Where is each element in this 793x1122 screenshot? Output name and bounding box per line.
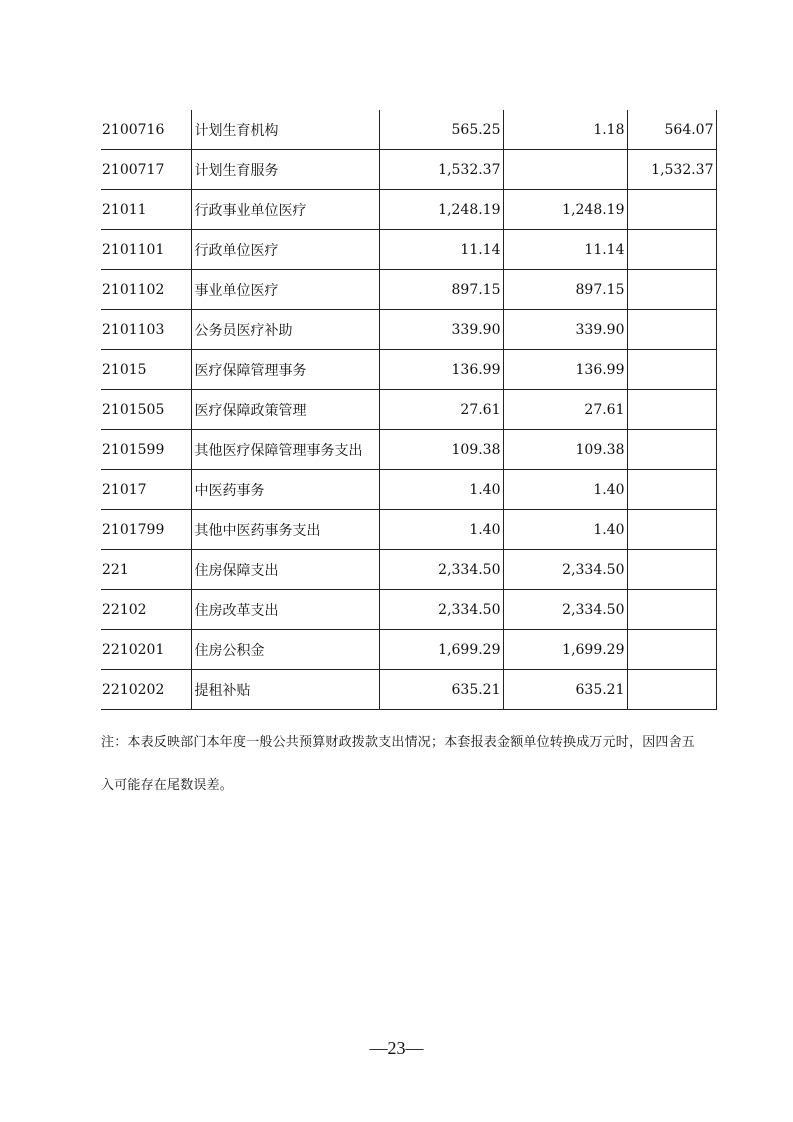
cell-total: 27.61 [379, 390, 503, 430]
cell-code: 2210202 [101, 670, 191, 710]
cell-total: 2,334.50 [379, 550, 503, 590]
cell-total: 1,532.37 [379, 150, 503, 190]
cell-basic [503, 150, 627, 190]
table-row [101, 310, 716, 350]
cell-total: 2,334.50 [379, 590, 503, 630]
cell-basic: 136.99 [503, 350, 627, 390]
cell-project [627, 470, 716, 510]
cell-total: 565.25 [379, 110, 503, 150]
table-row [101, 470, 716, 510]
cell-total: 136.99 [379, 350, 503, 390]
cell-project [627, 630, 716, 670]
cell-total: 1.40 [379, 510, 503, 550]
cell-name: 计划生育机构 [191, 110, 379, 150]
cell-basic: 2,334.50 [503, 550, 627, 590]
cell-project: 564.07 [627, 110, 716, 150]
cell-code: 2101599 [101, 430, 191, 470]
table-row [101, 110, 716, 150]
cell-total: 897.15 [379, 270, 503, 310]
cell-total: 1.40 [379, 470, 503, 510]
cell-name: 其他中医药事务支出 [191, 510, 379, 550]
cell-name: 住房保障支出 [191, 550, 379, 590]
cell-basic: 27.61 [503, 390, 627, 430]
table-row [101, 670, 716, 710]
cell-project [627, 390, 716, 430]
cell-project [627, 190, 716, 230]
cell-name: 医疗保障管理事务 [191, 350, 379, 390]
cell-code: 2101103 [101, 310, 191, 350]
cell-project: 1,532.37 [627, 150, 716, 190]
table-row [101, 270, 716, 310]
cell-basic: 1.40 [503, 470, 627, 510]
table-row [101, 390, 716, 430]
table-row [101, 430, 716, 470]
cell-basic: 109.38 [503, 430, 627, 470]
cell-basic: 1,699.29 [503, 630, 627, 670]
cell-code: 2101101 [101, 230, 191, 270]
cell-total: 1,699.29 [379, 630, 503, 670]
cell-project [627, 310, 716, 350]
cell-total: 109.38 [379, 430, 503, 470]
table-row [101, 590, 716, 630]
table-row [101, 350, 716, 390]
cell-name: 提租补贴 [191, 670, 379, 710]
cell-basic: 635.21 [503, 670, 627, 710]
cell-basic: 2,334.50 [503, 590, 627, 630]
cell-project [627, 510, 716, 550]
cell-total: 635.21 [379, 670, 503, 710]
footnote: 注：本表反映部门本年度一般公共预算财政拨款支出情况；本套报表金额单位转换成万元时，因四舍五入可能存在尾数误差。 [101, 735, 696, 793]
table-row [101, 510, 716, 550]
cell-name: 其他医疗保障管理事务支出 [191, 430, 379, 470]
cell-project [627, 550, 716, 590]
cell-code: 2100716 [101, 110, 191, 150]
cell-code: 21015 [101, 350, 191, 390]
page-number: —23— [369, 1038, 424, 1058]
cell-basic: 1.40 [503, 510, 627, 550]
table-row [101, 190, 716, 230]
cell-project [627, 590, 716, 630]
cell-basic: 1.18 [503, 110, 627, 150]
table-row [101, 230, 716, 270]
cell-basic: 339.90 [503, 310, 627, 350]
cell-basic: 897.15 [503, 270, 627, 310]
cell-total: 11.14 [379, 230, 503, 270]
cell-basic: 1,248.19 [503, 190, 627, 230]
cell-name: 公务员医疗补助 [191, 310, 379, 350]
cell-total: 1,248.19 [379, 190, 503, 230]
cell-code: 21011 [101, 190, 191, 230]
cell-code: 22102 [101, 590, 191, 630]
cell-code: 2210201 [101, 630, 191, 670]
cell-project [627, 230, 716, 270]
cell-name: 医疗保障政策管理 [191, 390, 379, 430]
cell-total: 339.90 [379, 310, 503, 350]
cell-code: 21017 [101, 470, 191, 510]
cell-name: 行政事业单位医疗 [191, 190, 379, 230]
cell-name: 计划生育服务 [191, 150, 379, 190]
cell-name: 事业单位医疗 [191, 270, 379, 310]
cell-code: 221 [101, 550, 191, 590]
cell-name: 行政单位医疗 [191, 230, 379, 270]
cell-basic: 11.14 [503, 230, 627, 270]
cell-name: 中医药事务 [191, 470, 379, 510]
cell-name: 住房公积金 [191, 630, 379, 670]
cell-code: 2101505 [101, 390, 191, 430]
cell-project [627, 350, 716, 390]
table-row [101, 630, 716, 670]
table-row [101, 150, 716, 190]
cell-code: 2101799 [101, 510, 191, 550]
table-row [101, 550, 716, 590]
cell-code: 2100717 [101, 150, 191, 190]
cell-project [627, 270, 716, 310]
cell-project [627, 430, 716, 470]
cell-name: 住房改革支出 [191, 590, 379, 630]
cell-project [627, 670, 716, 710]
expenditure-table [101, 110, 717, 710]
table-body [101, 110, 716, 710]
cell-code: 2101102 [101, 270, 191, 310]
